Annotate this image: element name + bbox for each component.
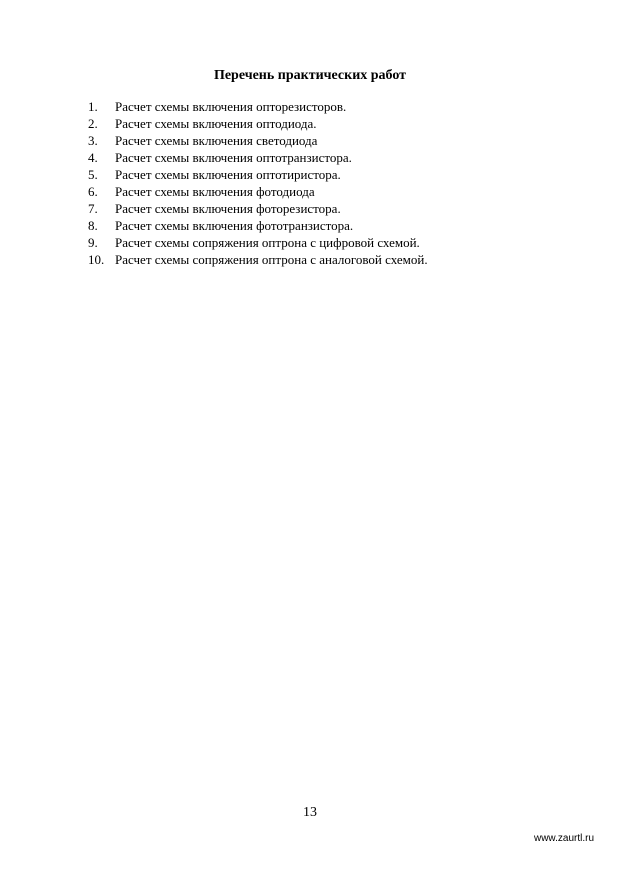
list-item-text: Расчет схемы включения фоторезистора. [115,201,341,216]
list-item-text: Расчет схемы включения фотодиода [115,184,315,199]
list-item-text: Расчет схемы включения оптотиристора. [115,167,341,182]
list-item-number: 1. [88,99,98,114]
practical-works-list [88,98,428,268]
list-item-number: 8. [88,218,98,233]
list-item-number: 4. [88,150,98,165]
list-item [88,166,428,183]
list-item-number: 10. [88,252,105,267]
list-item-text: Расчет схемы сопряжения оптрона с цифровой схемой. [115,235,420,250]
list-item-text: Расчет схемы сопряжения оптрона с аналоговой схемой. [115,252,428,267]
page-title: Перечень практических работ [213,68,407,83]
list-item [88,98,428,115]
list-item-number: 6. [88,184,98,199]
page-number: 13 [303,805,317,820]
list-item [88,132,428,149]
list-item-number: 2. [88,116,98,131]
list-item [88,200,428,217]
list-item [88,183,428,200]
list-item-text: Расчет схемы включения оптотранзистора. [115,150,352,165]
footer-site-link[interactable]: www.zaurtl.ru [533,833,594,844]
list-item [88,234,428,251]
list-item-number: 5. [88,167,98,182]
list-item-text: Расчет схемы включения опторезисторов. [115,99,347,114]
list-item [88,251,428,268]
list-item [88,217,428,234]
list-item [88,149,428,166]
list-item [88,115,428,132]
list-item-number: 7. [88,201,98,216]
list-item-text: Расчет схемы включения фототранзистора. [115,218,354,233]
list-item-number: 3. [88,133,98,148]
list-item-text: Расчет схемы включения светодиода [115,133,318,148]
list-item-text: Расчет схемы включения оптодиода. [115,116,317,131]
list-item-number: 9. [88,235,98,250]
